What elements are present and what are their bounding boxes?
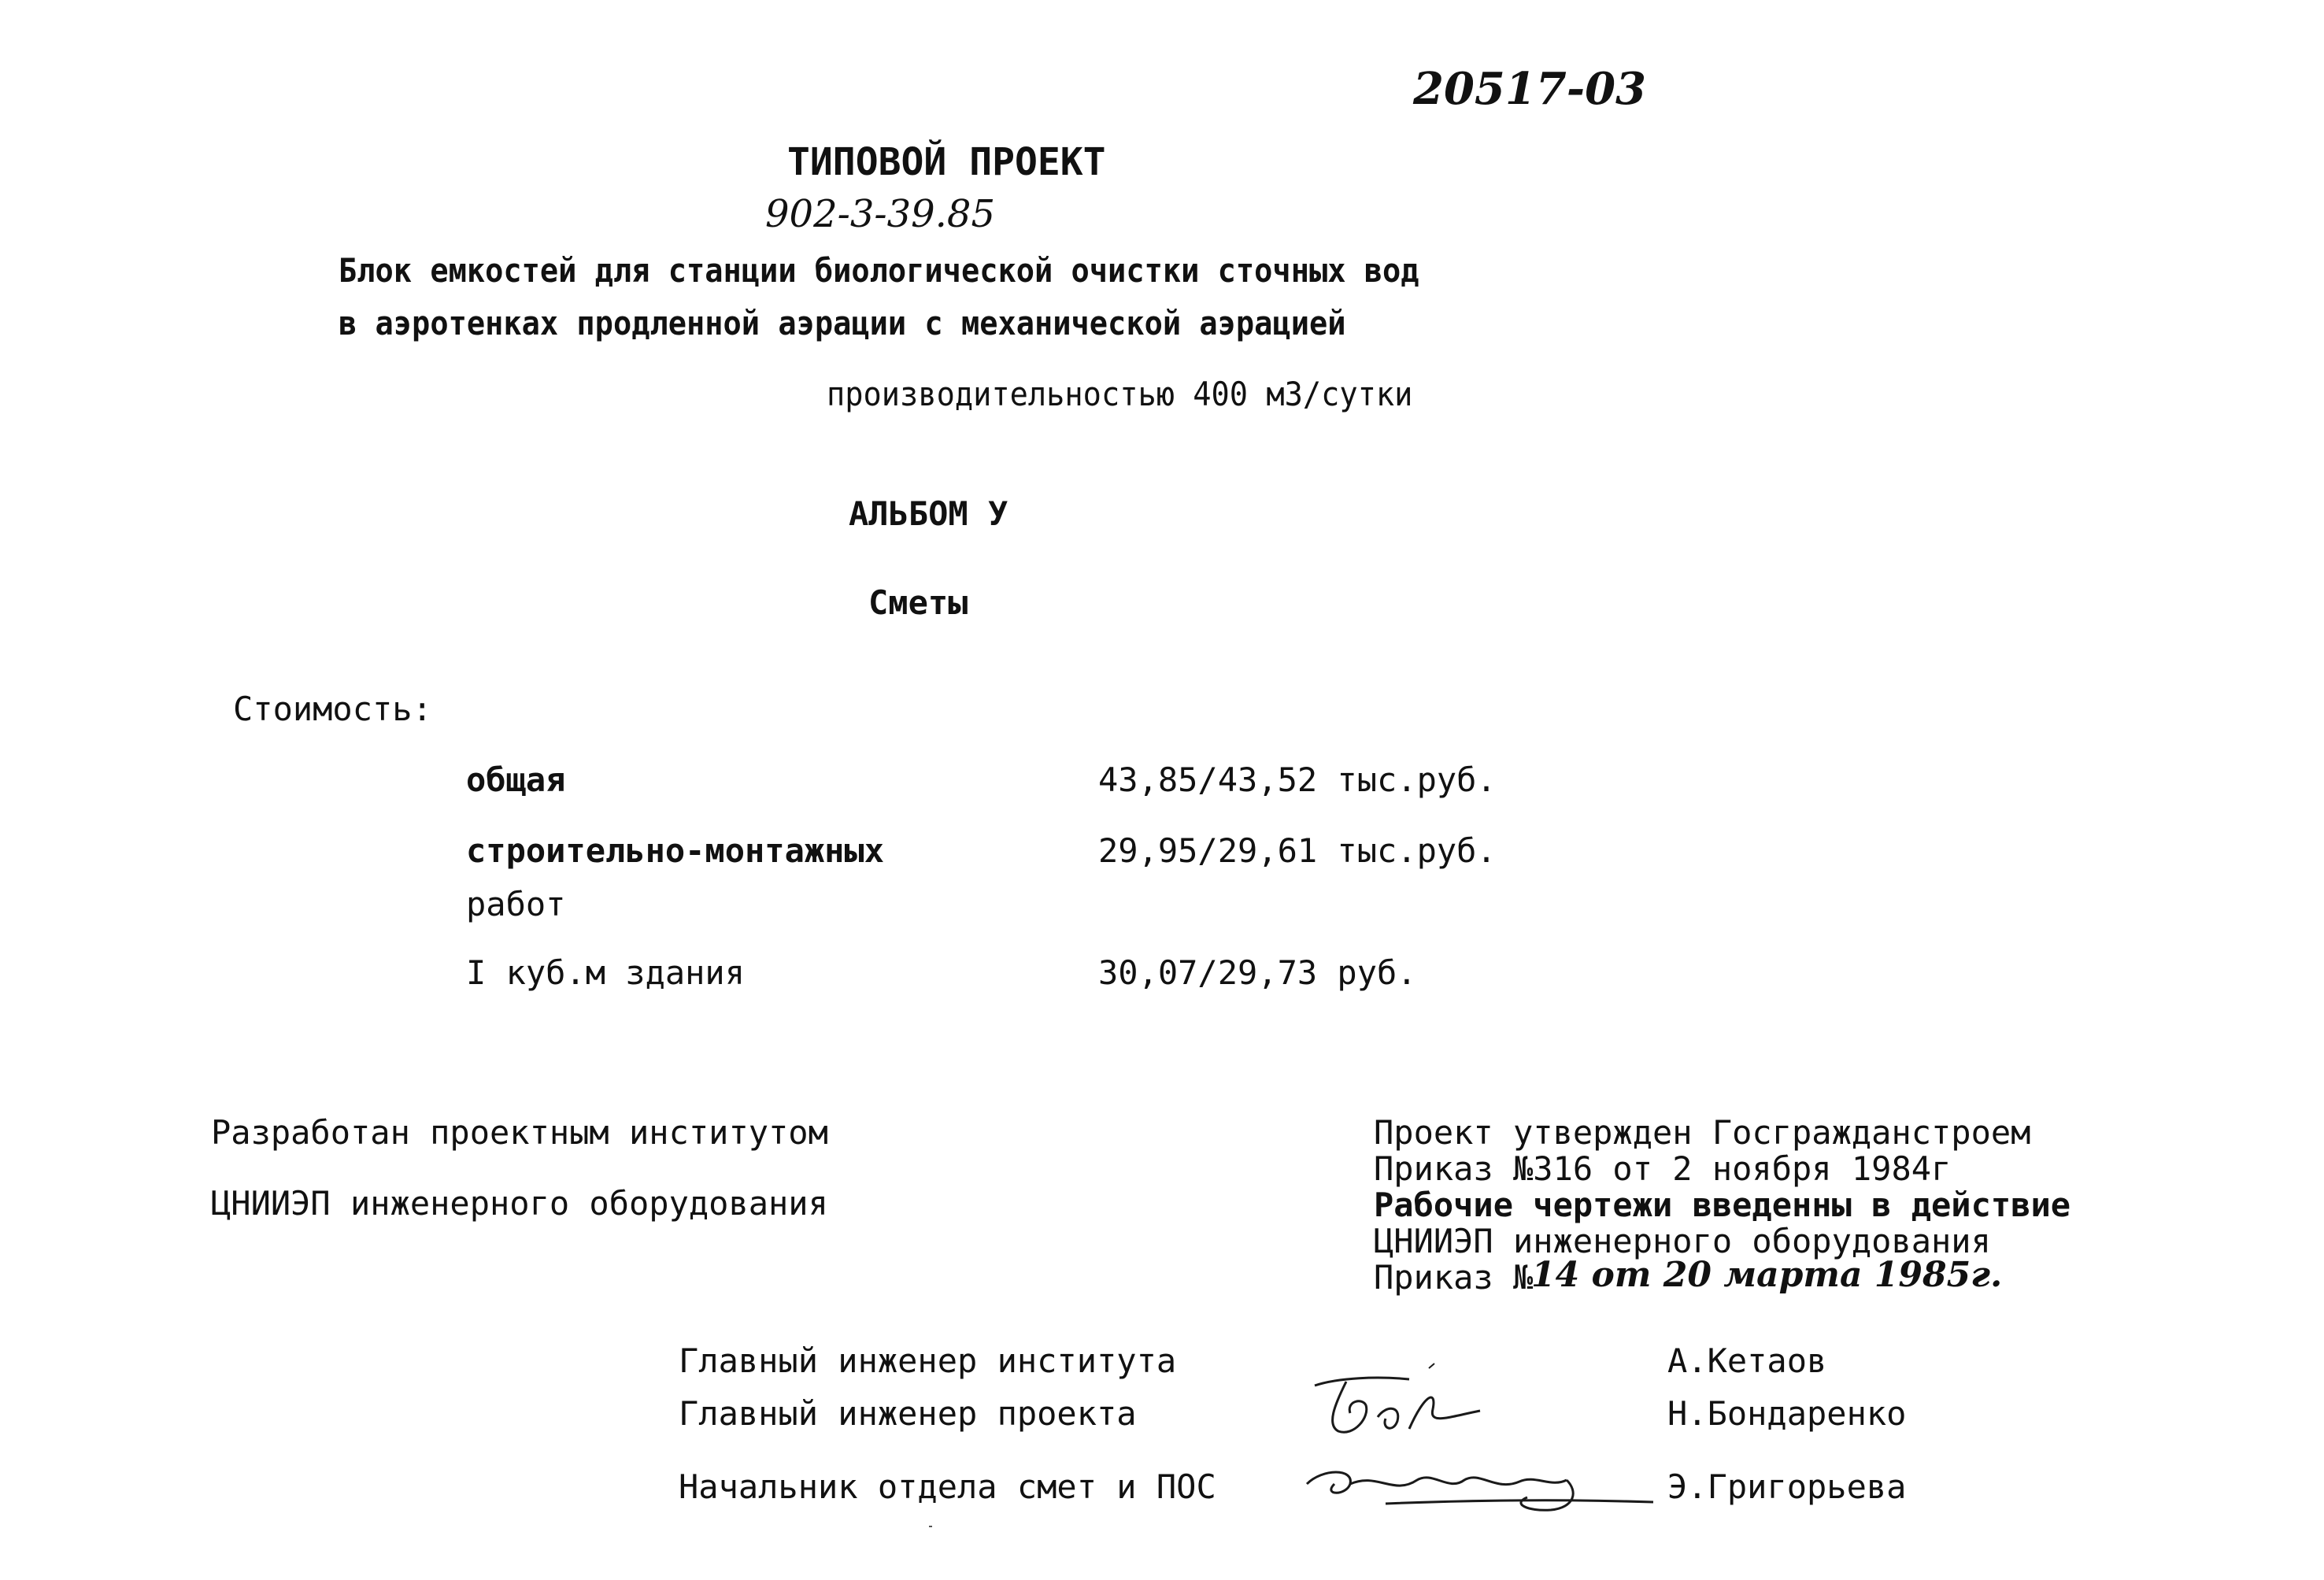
approval-line-2: Приказ №316 от 2 ноября 1984г	[1374, 1149, 1952, 1188]
cost-heading: Стоимость:	[233, 690, 432, 728]
document-code: 20517-03	[1413, 63, 1646, 115]
signature-grigorieva	[1291, 1449, 1700, 1519]
signatory-title-chief-engineer-project: Главный инженер проекта	[679, 1394, 1137, 1433]
project-type-heading: ТИПОВОЙ ПРОЕКТ	[787, 140, 1106, 184]
approval-line-5-handwritten: 14 от 20 марта 1985г.	[1531, 1255, 2003, 1295]
album-heading: АЛЬБОМ У	[849, 494, 1008, 533]
cost-label-total: общая	[466, 760, 566, 799]
signatory-name-ketaov: А.Кетаов	[1667, 1341, 1827, 1380]
approval-line-3: Рабочие чертежи введенны в действие	[1374, 1186, 2071, 1224]
project-number: 902-3-39.85	[765, 192, 996, 236]
approval-line-5-prefix: Приказ №	[1374, 1258, 1534, 1297]
approval-line-1: Проект утвержден Госгражданстроем	[1374, 1113, 2031, 1152]
project-title-line-1: Блок емкостей для станции биологической очистки сточных вод	[339, 251, 1419, 290]
cost-label-per-cubic-meter: I куб.м здания	[466, 953, 746, 992]
approval-line-4: ЦНИИЭП инженерного оборудования	[1374, 1222, 1991, 1260]
cost-value-total: 43,85/43,52 тыс.руб.	[1098, 760, 1497, 799]
project-title-line-2: в аэротенках продленной аэрации с механической аэрацией	[339, 304, 1346, 342]
developer-line-2: ЦНИИЭП инженерного оборудования	[211, 1184, 828, 1223]
cost-label-construction-2: работ	[466, 885, 566, 923]
signatory-name-bondarenko: Н.Бондаренко	[1667, 1394, 1907, 1433]
signatory-title-chief-engineer-institute: Главный инженер института	[679, 1341, 1177, 1380]
stray-mark	[929, 1526, 932, 1527]
cost-label-construction: строительно-монтажных	[466, 831, 885, 870]
album-subject: Сметы	[868, 583, 968, 622]
signatory-title-head-estimates-dept: Начальник отдела смет и ПОС	[679, 1467, 1216, 1506]
project-title-line-3: производительностью 400 м3/сутки	[827, 375, 1413, 413]
signature-bondarenko	[1291, 1362, 1496, 1449]
developer-line-1: Разработан проектным институтом	[211, 1113, 828, 1152]
cost-value-per-cubic-meter: 30,07/29,73 руб.	[1098, 953, 1417, 992]
signatory-name-grigorieva: Э.Григорьева	[1667, 1467, 1907, 1506]
cost-value-construction: 29,95/29,61 тыс.руб.	[1098, 831, 1497, 870]
